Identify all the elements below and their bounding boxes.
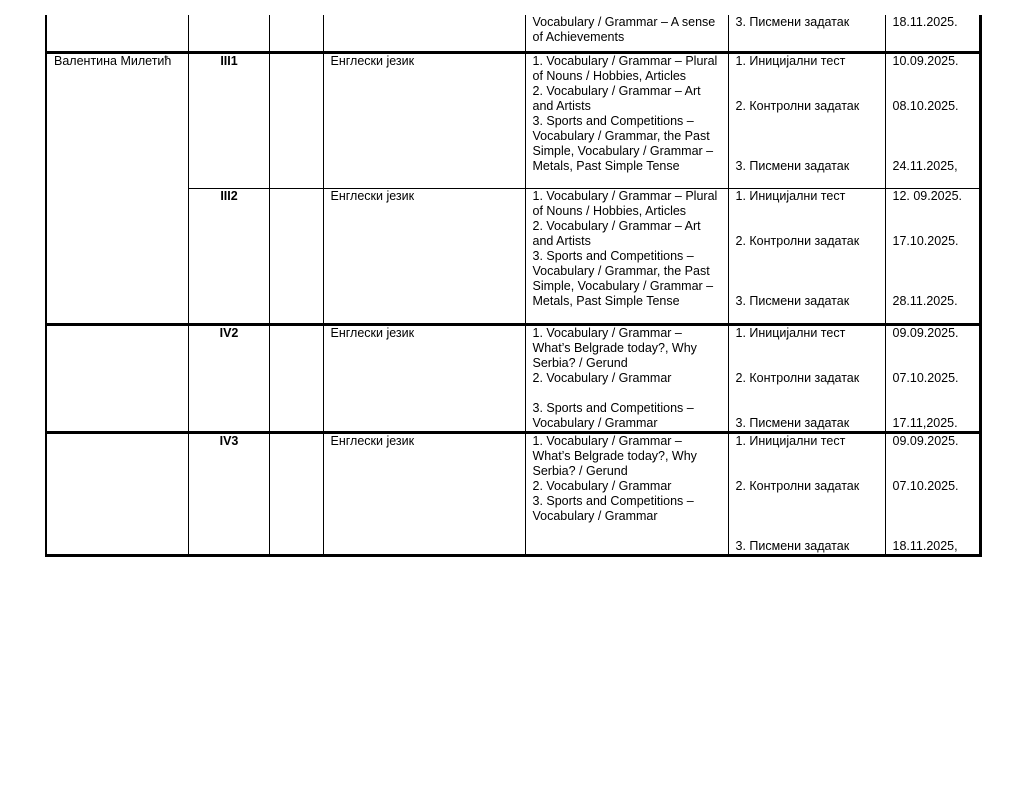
topic-line: 3. Sports and Competitions – Vocabulary / Grammar, the Past Simple, Vocabulary / Grammar – Metals, Past Simple Tense [532,113,714,173]
assessment-line: 2. Контролни задатак [735,233,860,248]
assessment-line: 3. Писмени задатак [735,293,850,308]
subject-cell: Енглески језик [323,432,525,555]
assessment-cell [728,432,885,555]
subject-cell [323,15,525,52]
date-line: 12. 09.2025. [892,188,963,203]
assessment-cell [728,324,885,432]
date-line: 07.10.2025. [892,370,959,385]
class-cell: III2 [188,188,269,324]
assessment-line: 1. Иницијални тест [735,433,846,448]
date-line: 28.11.2025. [892,293,958,308]
topics-cell [525,15,728,52]
empty-cell [269,52,323,188]
table-row [46,324,980,432]
date-line: 18.11.2025, [892,538,958,553]
date-line: 08.10.2025. [892,98,959,113]
topic-line: Vocabulary / Grammar – A sense of Achievements [532,15,716,44]
topics-cell [525,188,728,324]
date-line: 17.10.2025. [892,233,959,248]
date-cell [885,52,980,188]
date-line: 18.11.2025. [892,15,958,29]
assessment-line: 2. Контролни задатак [735,370,860,385]
empty-cell [269,15,323,52]
class-cell: IV3 [188,432,269,555]
topic-line: 1. Vocabulary / Grammar – Plural of Nouns / Hobbies, Articles [532,53,718,83]
class-cell [188,15,269,52]
class-cell: IV2 [188,324,269,432]
empty-cell [269,188,323,324]
assessment-cell [728,52,885,188]
teacher-cell [46,432,188,555]
topics-cell [525,324,728,432]
subject-cell: Енглески језик [323,188,525,324]
date-cell [885,15,980,52]
topics-cell [525,432,728,555]
assessment-line: 3. Писмени задатак [735,15,850,29]
assessment-line: 1. Иницијални тест [735,53,846,68]
topic-line: 2. Vocabulary / Grammar – Art and Artists [532,218,701,248]
schedule-table [45,15,982,557]
teacher-cell [46,15,188,52]
topic-line: 2. Vocabulary / Grammar – Art and Artists [532,83,701,113]
date-line: 10.09.2025. [892,53,959,68]
subject-cell: Енглески језик [323,324,525,432]
table-row [46,52,980,188]
topic-line: 1. Vocabulary / Grammar – Plural of Nouns / Hobbies, Articles [532,188,718,218]
subject-cell: Енглески језик [323,52,525,188]
topic-line: 2. Vocabulary / Grammar [532,478,672,493]
topics-cell [525,52,728,188]
topic-line: 3. Sports and Competitions – Vocabulary / Grammar [532,493,694,523]
assessment-line: 3. Писмени задатак [735,158,850,173]
teacher-cell [46,324,188,432]
topic-line: 1. Vocabulary / Grammar – What’s Belgrade today?, Why Serbia? / Gerund [532,325,697,370]
assessment-line: 1. Иницијални тест [735,325,846,340]
date-cell [885,188,980,324]
topic-line: 1. Vocabulary / Grammar – What’s Belgrade today?, Why Serbia? / Gerund [532,433,697,478]
assessment-line: 3. Писмени задатак [735,538,850,553]
date-line: 24.11.2025, [892,158,958,173]
table-row [46,15,980,52]
topic-line: 3. Sports and Competitions – Vocabulary / Grammar [532,400,694,430]
teacher-cell: Валентина Милетић [46,52,188,324]
assessment-cell [728,188,885,324]
date-cell [885,432,980,555]
topic-line: 3. Sports and Competitions – Vocabulary / Grammar, the Past Simple, Vocabulary / Grammar – Metals, Past Simple Tense [532,248,714,308]
date-cell [885,324,980,432]
topic-line: 2. Vocabulary / Grammar [532,370,672,385]
empty-cell [269,432,323,555]
date-line: 07.10.2025. [892,478,959,493]
table-row [46,432,980,555]
empty-cell [269,324,323,432]
date-line: 17.11,2025. [892,415,958,430]
assessment-cell [728,15,885,52]
assessment-line: 2. Контролни задатак [735,98,860,113]
assessment-line: 3. Писмени задатак [735,415,850,430]
date-line: 09.09.2025. [892,433,959,448]
assessment-line: 2. Контролни задатак [735,478,860,493]
assessment-line: 1. Иницијални тест [735,188,846,203]
class-cell: III1 [188,52,269,188]
date-line: 09.09.2025. [892,325,959,340]
